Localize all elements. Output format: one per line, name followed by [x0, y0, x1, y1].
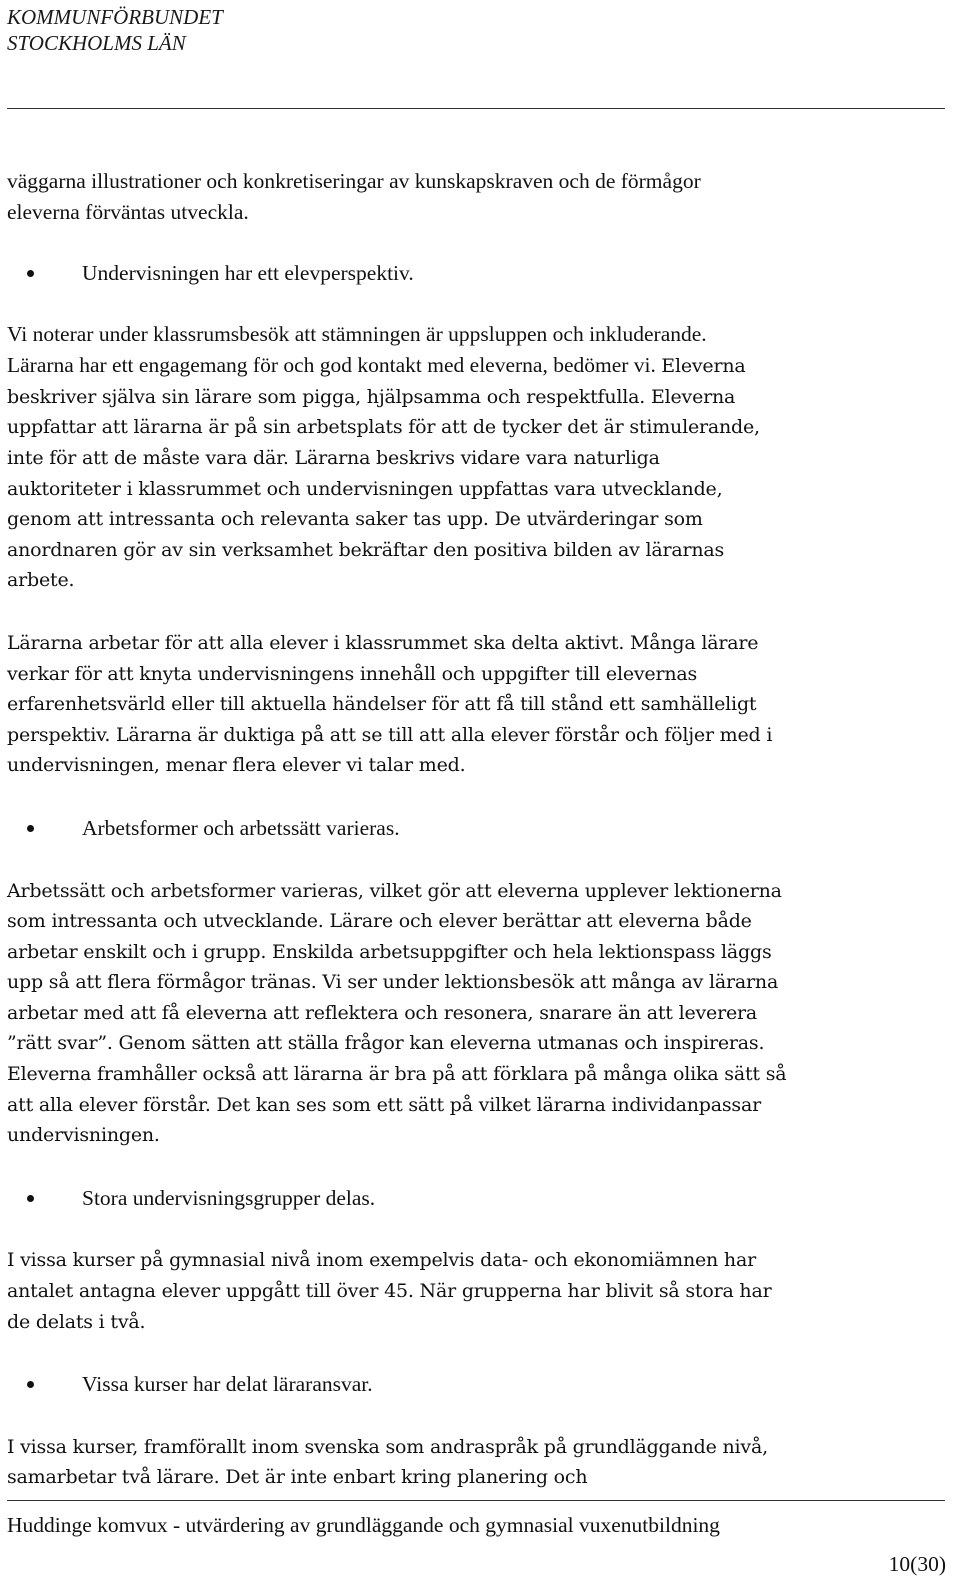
paragraph-rest: Eleverna beskriver själva sin lärare som pigga, hjälpsamma och respektfulla. Eleverna uppfattar att lärarna är på sin arbetsplats för att de tycker det är stimulerande, inte för att de måste vara där. Lärarna beskrivs vidare vara naturliga auktoriteter i klassrummet och undervisningen uppfattas vara utvecklande, genom att intressanta och relevanta saker tas upp. De utvärderingar som anordnaren gör av sin verksamhet bekräftar den positiva bilden av lärarnas arbete.: [7, 355, 760, 592]
footer-divider: [7, 1500, 945, 1501]
paragraph: väggarna illustrationer och konkretiseringar av kunskapskraven och de förmågor eleverna förväntas utveckla.: [7, 169, 701, 224]
header-divider: [7, 108, 945, 109]
footer-title: Huddinge komvux - utvärdering av grundläggande och gymnasial vuxenutbildning: [7, 1513, 720, 1537]
bullet-item: [7, 1183, 937, 1214]
header-org-line2: STOCKHOLMS LÄN: [7, 31, 186, 55]
paragraph-lead: Vi noterar under klassrumsbesök att stämningen är uppsluppen och inkluderande. Lärarna har ett engagemang för och god kontakt med eleverna, bedömer vi.: [7, 321, 707, 378]
paragraph: I vissa kurser, framförallt inom svenska som andraspråk på grundläggande nivå, samarbetar två lärare. Det är inte enbart kring planering och: [7, 1435, 768, 1489]
paragraph: [7, 319, 767, 596]
paragraph: I vissa kurser på gymnasial nivå inom exempelvis data- och ekonomiämnen har antalet antagna elever uppgått till över 45. När grupperna har blivit så stora har de delats i två.: [7, 1249, 772, 1333]
bullet-text: Vissa kurser har delat läraransvar.: [82, 1372, 373, 1397]
bullet-icon: [27, 1195, 34, 1202]
bullet-text: Undervisningen har ett elevperspektiv.: [82, 261, 414, 285]
paragraph: Arbetssätt och arbetsformer varieras, vilket gör att eleverna upplever lektionerna som intressanta och utvecklande. Lärare och elever berättar att eleverna både arbetar enskilt och i grupp. Enskilda arbetsuppgifter och hela lektionspass läggs upp så att flera förmågor tränas. Vi ser under lektionsbesök att många av lärarna arbetar med att få eleverna att reflektera och resonera, snarare än att leverera ”rätt svar”. Genom sätten att ställa frågor kan eleverna utmanas och inspireras. Eleverna framhåller också att lärarna är bra på att förklara på många olika sätt så att alla elever förstår. Det kan ses som ett sätt på vilket lärarna individanpassar undervisningen.: [7, 879, 787, 1147]
bullet-text: Stora undervisningsgrupper delas.: [82, 1185, 376, 1210]
paragraph: Lärarna arbetar för att alla elever i klassrummet ska delta aktivt. Många lärare verkar för att knyta undervisningens innehåll och uppgifter till elevernas erfarenhetsvärld eller till aktuella händelser för att få till stånd ett samhälleligt perspektiv. Lärarna är duktiga på att se till att alla elever förstår och följer med i undervisningen, menar flera elever vi talar med.: [7, 631, 773, 777]
bullet-icon: [27, 270, 34, 277]
document-body: [7, 166, 937, 1493]
bullet-item: [7, 1369, 937, 1400]
header-org-line1: KOMMUNFÖRBUNDET: [7, 5, 223, 29]
bullet-item: [7, 813, 937, 844]
bullet-icon: [27, 1381, 34, 1388]
page-number: 10(30): [888, 1552, 946, 1576]
bullet-text: Arbetsformer och arbetssätt varieras.: [82, 815, 400, 840]
bullet-item: [7, 258, 937, 289]
bullet-icon: [27, 825, 34, 832]
document-header: [7, 4, 223, 56]
